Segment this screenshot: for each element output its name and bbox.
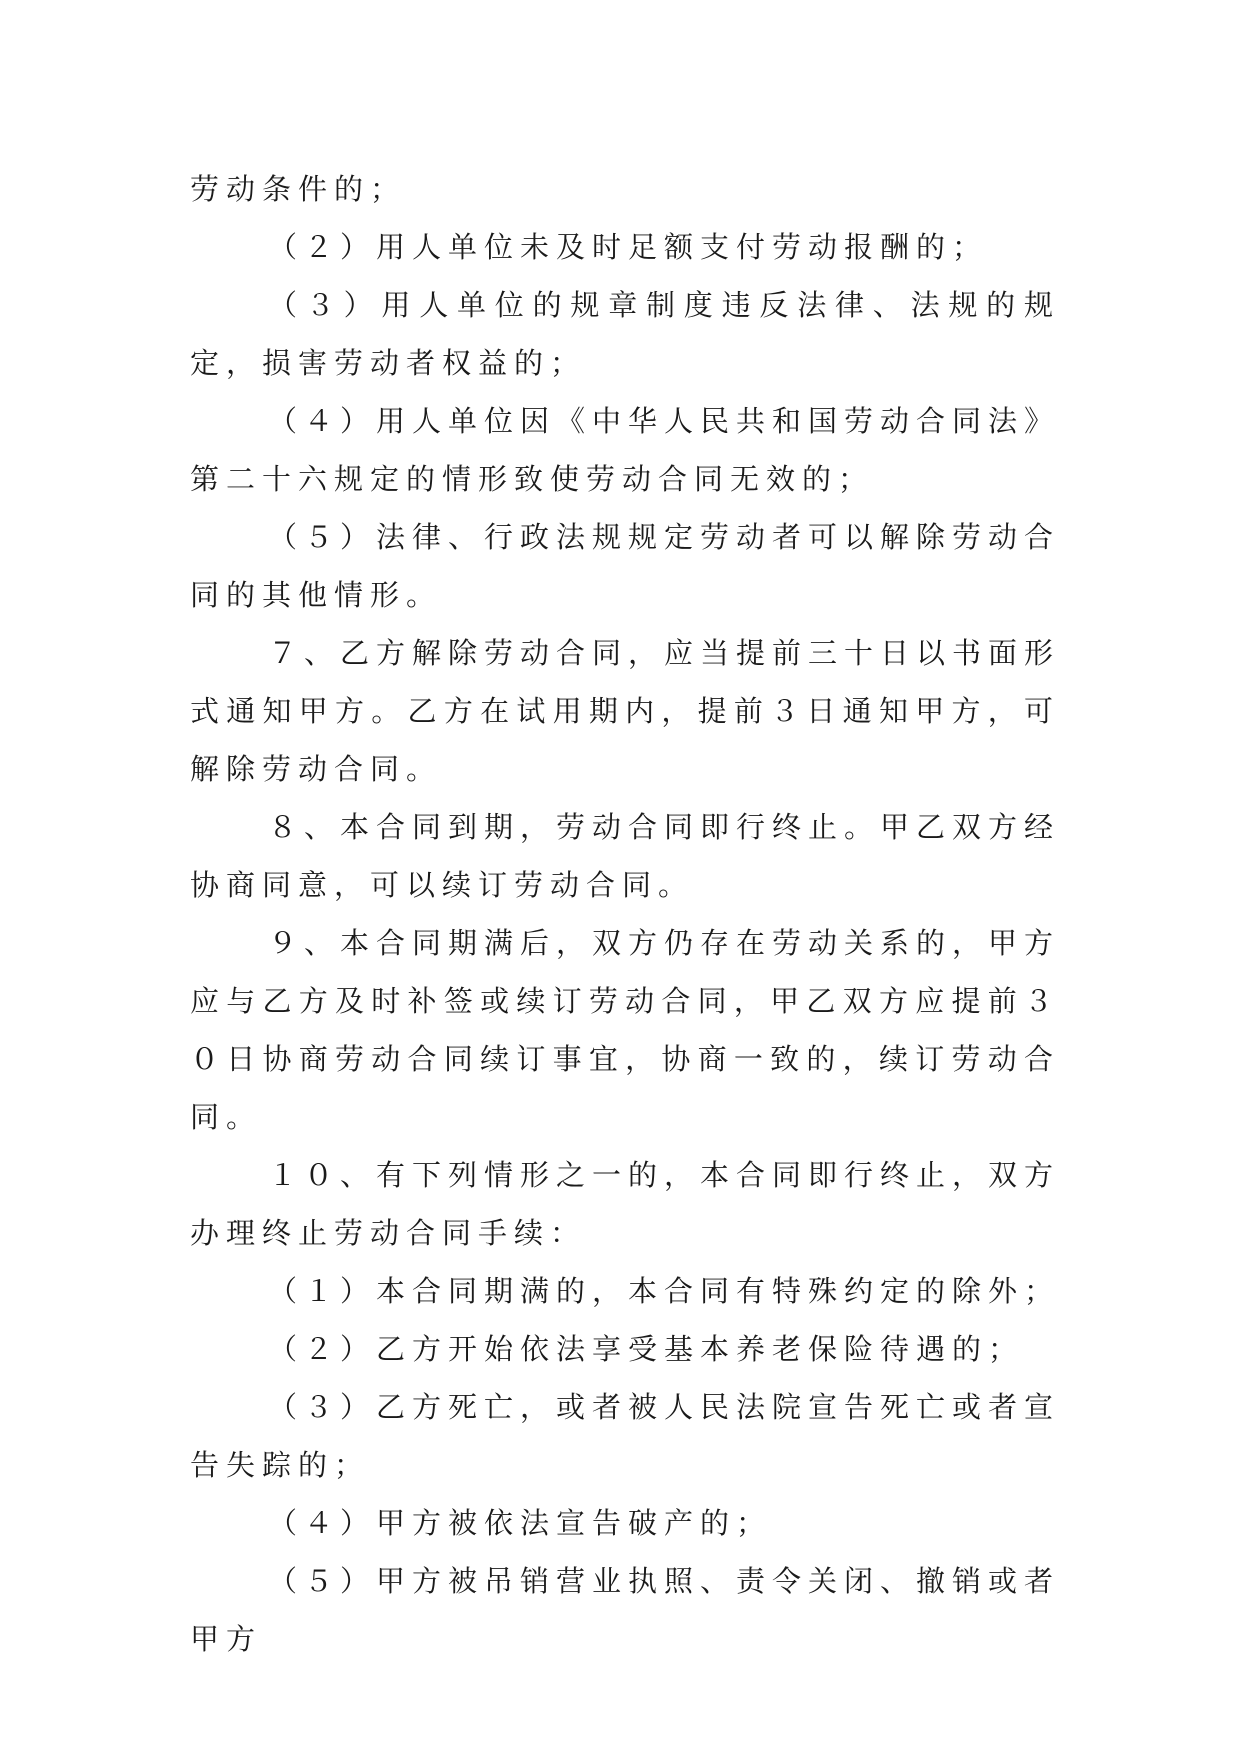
paragraph: （３）乙方死亡，或者被人民法院宣告死亡或者宣告失踪的； [190,1390,1061,1482]
paragraph: （５）法律、行政法规规定劳动者可以解除劳动合同的其他情形。 [190,520,1061,612]
paragraph: （２）用人单位未及时足额支付劳动报酬的； [268,230,989,264]
paragraph: ９、本合同期满后，双方仍存在劳动关系的，甲方应与乙方及时补签或续订劳动合同，甲乙双方应提前３０日协商劳动合同续订事宜，协商一致的，续订劳动合同。 [190,926,1061,1134]
paragraph: （４）用人单位因《中华人民共和国劳动合同法》第二十六规定的情形致使劳动合同无效的； [190,404,1061,496]
paragraph: （２）乙方开始依法享受基本养老保险待遇的； [268,1332,1025,1366]
paragraph: （４）甲方被依法宣告破产的； [268,1506,773,1540]
paragraph: 劳动条件的； [190,172,407,206]
paragraph: ７、乙方解除劳动合同，应当提前三十日以书面形式通知甲方。乙方在试用期内，提前３日通知甲方，可解除劳动合同。 [190,636,1061,786]
document-body [190,160,1060,1668]
paragraph: （５）甲方被吊销营业执照、责令关闭、撤销或者甲方 [190,1564,1061,1656]
paragraph: １０、有下列情形之一的，本合同即行终止，双方办理终止劳动合同手续： [190,1158,1061,1250]
paragraph: ８、本合同到期，劳动合同即行终止。甲乙双方经协商同意，可以续订劳动合同。 [190,810,1061,902]
paragraph: （３）用人单位的规章制度违反法律、法规的规定，损害劳动者权益的； [190,288,1060,380]
paragraph: （１）本合同期满的，本合同有特殊约定的除外； [268,1274,1061,1308]
